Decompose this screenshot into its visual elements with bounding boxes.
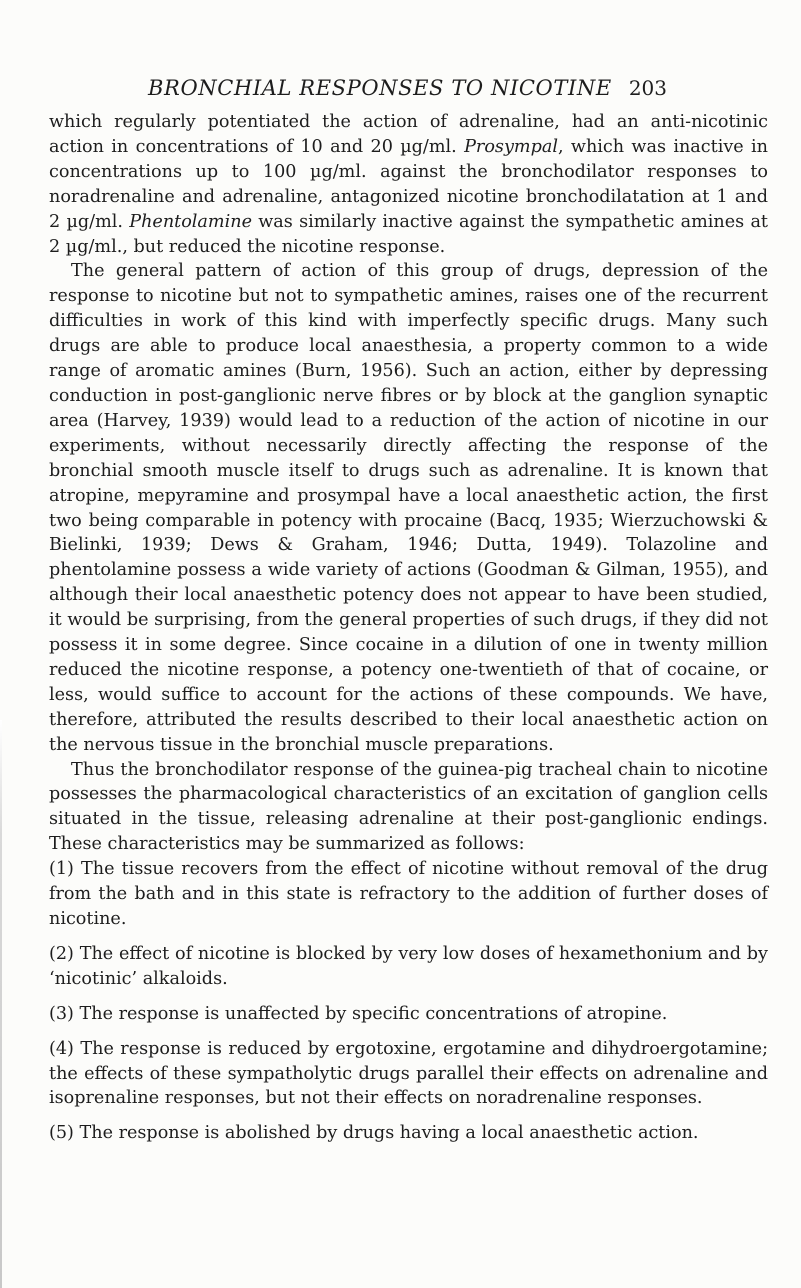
list-item: (5) The response is abolished by drugs having a local anaesthetic action.	[49, 1123, 699, 1144]
paragraph-local-anaesthesia	[49, 259, 768, 757]
running-title: BRONCHIAL RESPONSES TO NICOTINE	[148, 76, 612, 100]
text-segment: was similarly inactive against the sympathetic amines at 2 µg/ml., but reduced the nicotine response.	[49, 211, 769, 257]
page-number: 203	[628, 76, 667, 100]
page-header	[148, 76, 667, 104]
text-segment: , which was inactive in concentrations up to 100 µg/ml. against the bronchodilator responses to noradrenaline and adrenaline, antagonized nicotine bronchodilatation at 1 and 2 µg/ml.	[49, 136, 768, 232]
page-edge-shadow	[0, 720, 2, 1288]
list-item: (2) The effect of nicotine is blocked by very low doses of hexamethonium and by ‘nicotinic’ alkaloids.	[49, 943, 768, 989]
characteristics-list	[49, 857, 768, 1146]
list-item: (1) The tissue recovers from the effect of nicotine without removal of the drug from the bath and in this state is refractory to the addition of further doses of nicotine.	[49, 859, 768, 929]
drug-name-prosympal: Prosympal	[464, 136, 558, 157]
drug-name-phentolamine: Phentolamine	[129, 211, 252, 232]
list-item: (3) The response is unaffected by specific concentrations of atropine.	[49, 1003, 668, 1024]
text-segment: Thus the bronchodilator response of the guinea-pig tracheal chain to nicotine possesses the pharmacological characteristics of an excitation of ganglion cells situated in the tissue, releasing adrenaline at their post-ganglionic endings. These characteristics may be summarized as follows:	[49, 759, 768, 855]
body-text	[49, 110, 768, 1146]
text-segment: The general pattern of action of this group of drugs, depression of the response to nicotine but not to sympathetic amines, raises one of the recurrent difficulties in work of this kind with imperfectly specific drugs. Many such drugs are able to produce local anaesthesia, a property common to a wide range of aromatic amines (Burn, 1956). Such an action, either by depressing conduction in post-ganglionic nerve fibres or by block at the ganglion synaptic area (Harvey, 1939) would lead to a reduction of the action of nicotine in our experiments, without necessarily directly affecting the response of the bronchial smooth muscle itself to drugs such as adrenaline. It is known that atropine, mepyramine and prosympal have a local anaesthetic action, the first two being comparable in potency with procaine (Bacq, 1935; Wierzuchowski & Bielinki, 1939; Dews & Graham, 1946; Dutta, 1949). Tolazoline and phentolamine possess a wide variety of actions (Goodman & Gilman, 1955), and although their local anaesthetic potency does not appear to have been studied, it would be surprising, from the general properties of such drugs, if they did not possess it in some degree. Since cocaine in a dilution of one in twenty million reduced the nicotine response, a potency one-twentieth of that of cocaine, or less, would suffice to account for the actions of these compounds. We have, therefore, attributed the results described to their local anaesthetic action on the nervous tissue in the bronchial muscle preparations.	[49, 261, 768, 755]
paragraph-summary-intro	[49, 758, 768, 858]
list-item: (4) The response is reduced by ergotoxine, ergotamine and dihydroergotamine; the effects of these sympatholytic drugs parallel their effects on adrenaline and isoprenaline responses, but not their effects on noradrenaline responses.	[49, 1038, 768, 1109]
text-segment: which regularly potentiated the action of adrenaline, had an anti-nicotinic action in concentrations of 10 and 20 µg/ml.	[49, 112, 768, 157]
paragraph-continuation	[49, 110, 768, 259]
